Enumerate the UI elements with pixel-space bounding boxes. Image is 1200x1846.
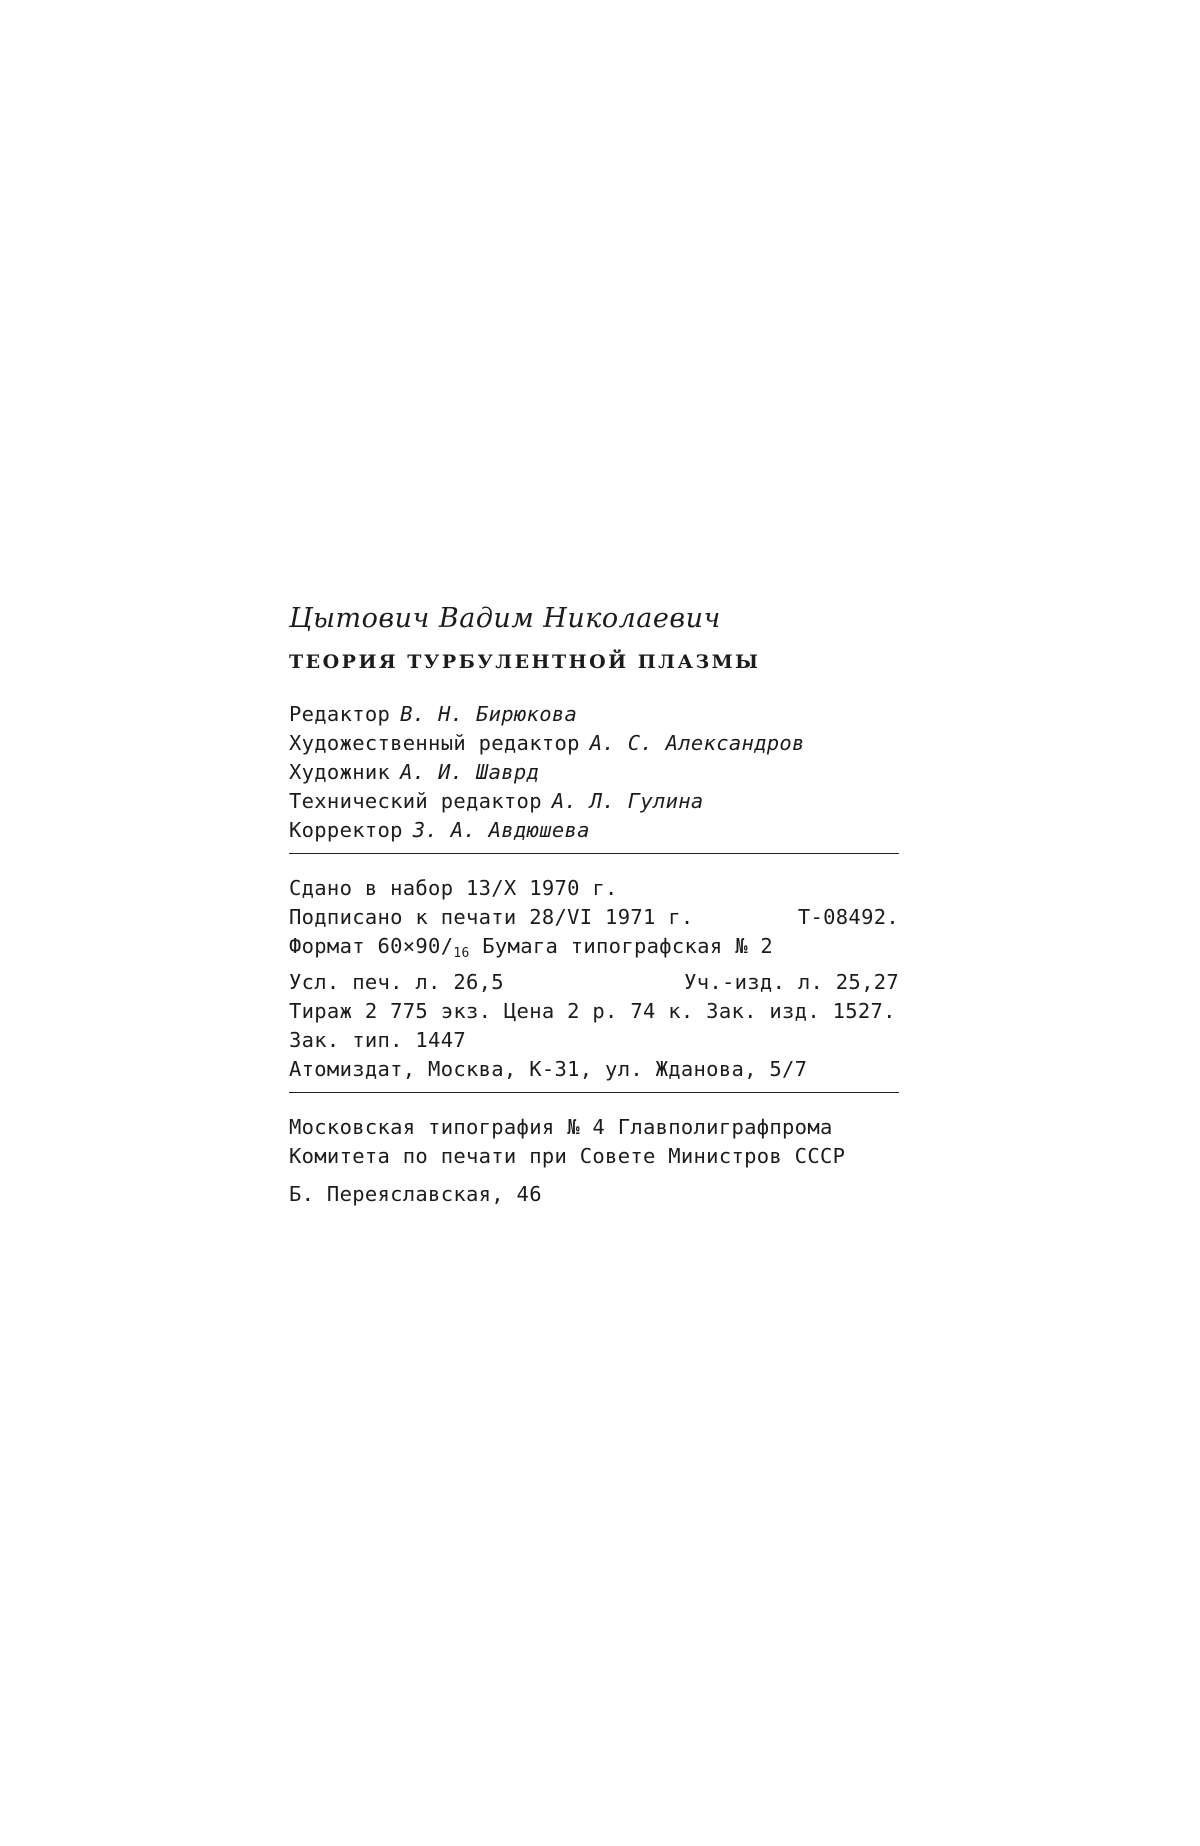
format-prefix: Формат 60×90/: [289, 934, 454, 958]
staff-editor: [289, 700, 899, 729]
printer-info: [289, 1113, 899, 1209]
printer-name: Московская типография № 4 Главполиграфпрома: [289, 1115, 833, 1139]
paper-type: Бумага типографская № 2: [469, 934, 774, 958]
print-order: Зак. тип. 1447: [289, 1028, 466, 1052]
printer-committee: Комитета по печати при Совете Министров СССР: [289, 1144, 846, 1168]
staff-role: Редактор: [289, 702, 391, 726]
staff-artist: [289, 758, 899, 787]
staff-role: Художественный редактор: [289, 731, 580, 755]
publisher-address: Атомиздат, Москва, К-31, ул. Жданова, 5/7: [289, 1057, 808, 1081]
print-data: [289, 874, 899, 1084]
staff-tech-editor: [289, 787, 899, 816]
staff-role: Технический редактор: [289, 789, 542, 813]
format-row: [289, 932, 899, 968]
typeset-date: Сдано в набор 13/X 1970 г.: [289, 876, 618, 900]
divider: [289, 853, 899, 854]
staff-person: А. Л. Гулина: [551, 789, 704, 813]
circulation-price: Тираж 2 775 экз. Цена 2 р. 74 к. Зак. изд. 1527.: [289, 999, 896, 1023]
staff-person: З. А. Авдюшева: [412, 818, 590, 842]
staff-role: Художник: [289, 760, 391, 784]
signed-date: Подписано к печати 28/VI 1971 г.: [289, 905, 694, 929]
staff-person: А. С. Александров: [589, 731, 805, 755]
sheets-row: [289, 968, 899, 997]
format-fraction: 16: [453, 946, 470, 961]
staff-proofreader: [289, 816, 899, 845]
publisher-sheets: Уч.-изд. л. 25,27: [684, 970, 899, 994]
printer-address: Б. Переяславская, 46: [289, 1182, 542, 1206]
signed-date-row: [289, 903, 899, 932]
license-number: Т-08492.: [797, 905, 899, 929]
author-name: Цытович Вадим Николаевич: [289, 603, 721, 634]
staff-role: Корректор: [289, 818, 403, 842]
staff-person: А. И. Шаврд: [400, 760, 540, 784]
staff-person: В. Н. Бирюкова: [400, 702, 578, 726]
staff-list: [289, 700, 899, 845]
staff-art-editor: [289, 729, 899, 758]
imprint-block: [289, 602, 899, 1209]
printed-sheets: Усл. печ. л. 26,5: [289, 970, 504, 994]
divider: [289, 1092, 899, 1093]
book-title: ТЕОРИЯ ТУРБУЛЕНТНОЙ ПЛАЗМЫ: [289, 651, 761, 673]
